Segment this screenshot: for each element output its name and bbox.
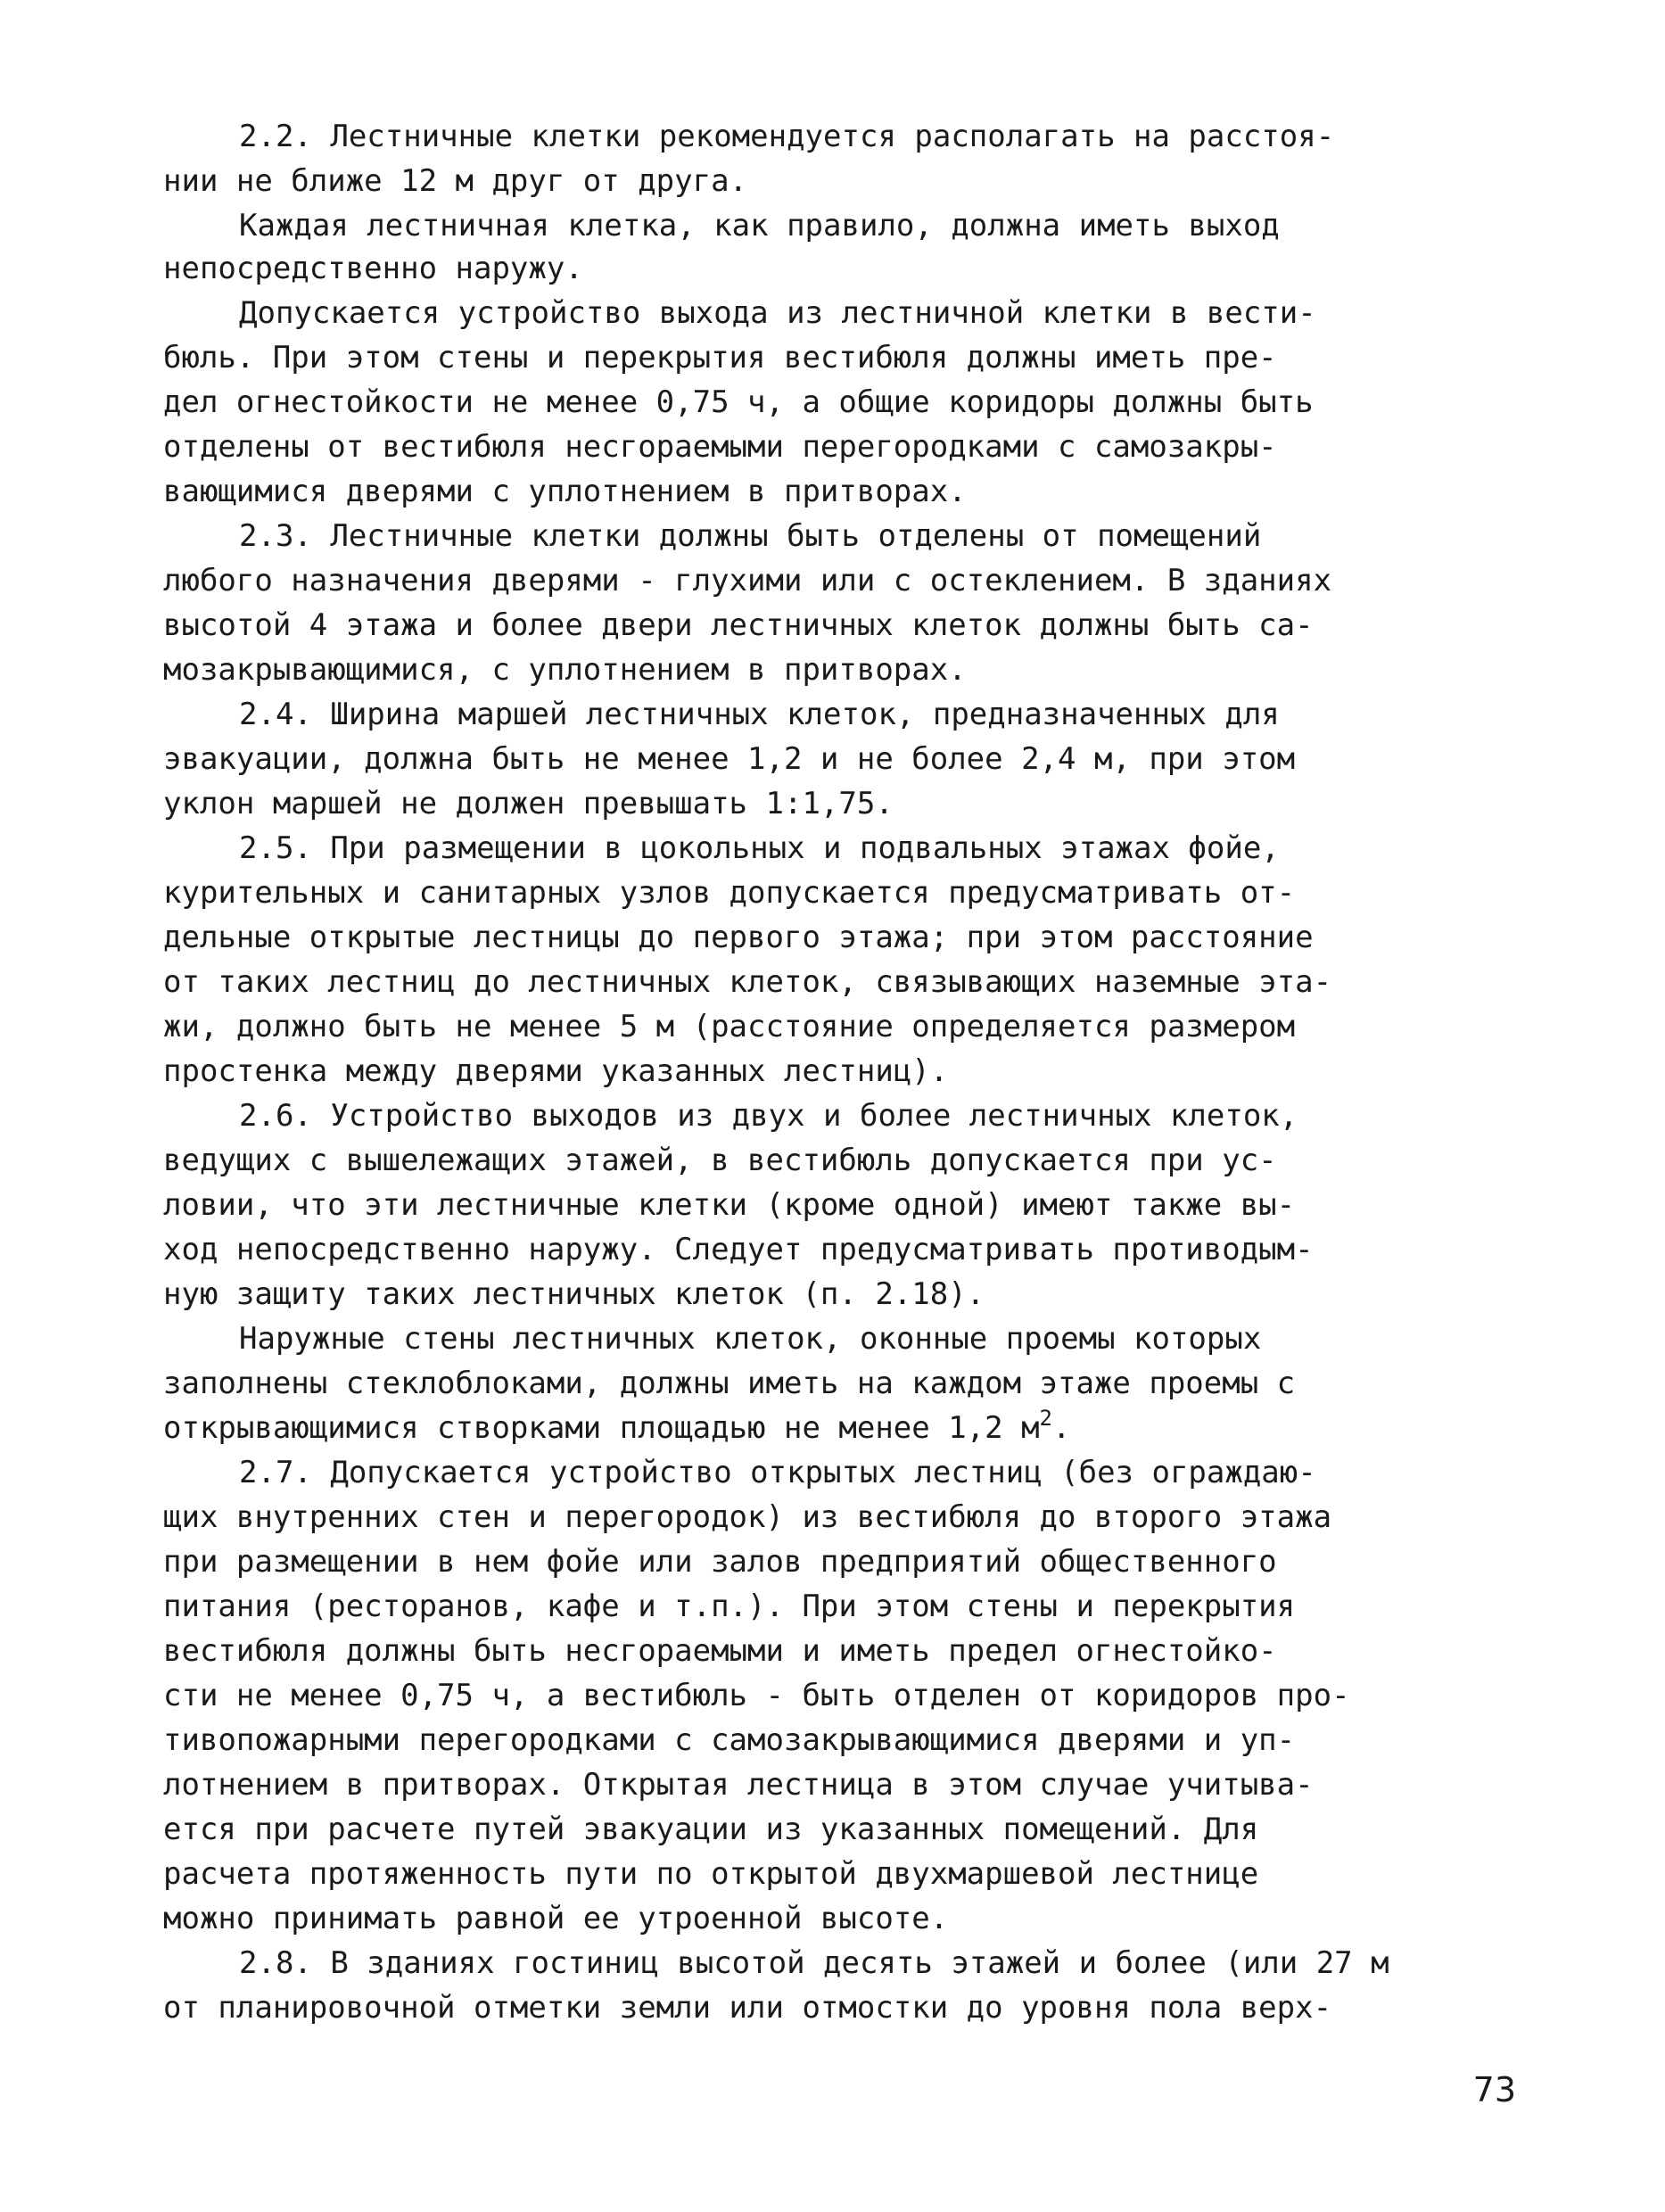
text-line: любого назначения дверями - глухими или с остеклением. В зданиях <box>163 563 1332 598</box>
text-line: от планировочной отметки земли или отмостки до уровня пола верх- <box>163 1990 1332 2026</box>
text-line: ведущих с вышележащих этажей, в вестибюль допускается при ус- <box>163 1143 1277 1178</box>
text-line: дел огнестойкости не менее 0,75 ч, а общие коридоры должны быть <box>163 384 1314 420</box>
text-line: можно принимать равной ее утроенной высоте. <box>163 1901 949 1936</box>
line-end: . <box>1052 1410 1071 1446</box>
text-line: 2.3. Лестничные клетки должны быть отделены от помещений <box>239 518 1262 554</box>
page-number: 73 <box>1472 2070 1516 2109</box>
text-line: отделены от вестибюля несгораемыми перегородками с самозакры- <box>163 429 1277 465</box>
text-line: простенка между дверями указанных лестниц). <box>163 1053 949 1089</box>
text-line: высотой 4 этажа и более двери лестничных клеток должны быть са- <box>163 607 1314 643</box>
text-line: тивопожарными перегородками с самозакрывающимися дверями и уп- <box>163 1722 1296 1758</box>
text-line: жи, должно быть не менее 5 м (расстояние определяется размером <box>163 1009 1296 1044</box>
text-line: 2.5. При размещении в цокольных и подвальных этажах фойе, <box>239 830 1280 866</box>
text-line: ную защиту таких лестничных клеток (п. 2.18). <box>163 1276 985 1312</box>
text-line: нии не ближе 12 м друг от друга. <box>163 163 748 199</box>
text-line: ход непосредственно наружу. Следует предусматривать противодым- <box>163 1232 1314 1267</box>
text-line: расчета протяженность пути по открытой двухмаршевой лестнице <box>163 1856 1259 1892</box>
text-line: курительных и санитарных узлов допускается предусматривать от- <box>163 875 1296 911</box>
text-line: Наружные стены лестничных клеток, оконные проемы которых <box>239 1321 1262 1357</box>
text-line: 2.2. Лестничные клетки рекомендуется располагать на расстоя- <box>239 119 1335 154</box>
text-line: открывающимися створками площадью не менее 1,2 $м^2$. <box>163 1406 1071 1446</box>
text-line: бюль. При этом стены и перекрытия вестибюля должны иметь пре- <box>163 340 1277 376</box>
text-line: Каждая лестничная клетка, как правило, должна иметь выход <box>239 208 1280 243</box>
text-line: ловии, что эти лестничные клетки (кроме одной) имеют также вы- <box>163 1187 1296 1223</box>
text-line: щих внутренних стен и перегородок) из вестибюля до второго этажа <box>163 1499 1332 1535</box>
text-line: ется при расчете путей эвакуации из указанных помещений. Для <box>163 1812 1259 1847</box>
text-line: лотнением в притворах. Открытая лестница в этом случае учитыва- <box>163 1767 1314 1803</box>
text-line: 2.8. В зданиях гостиниц высотой десять этажей и более (или 27 м <box>239 1945 1389 1981</box>
text-line: 2.7. Допускается устройство открытых лестниц (без ограждаю- <box>239 1455 1316 1490</box>
text-line: непосредственно наружу. <box>163 251 583 286</box>
text-line: эвакуации, должна быть не менее 1,2 и не более 2,4 м, при этом <box>163 741 1296 777</box>
text-line: Допускается устройство выхода из лестничной клетки в вести- <box>239 295 1316 331</box>
text-line: заполнены стеклоблоками, должны иметь на каждом этаже проемы с <box>163 1366 1296 1401</box>
text-line: 2.6. Устройство выходов из двух и более лестничных клеток, <box>239 1098 1298 1134</box>
text-line: дельные открытые лестницы до первого этажа; при этом расстояние <box>163 920 1314 955</box>
text-line: при размещении в нем фойе или залов предприятий общественного <box>163 1544 1277 1580</box>
text-line: мозакрывающимися, с уплотнением в притворах. <box>163 652 967 688</box>
text-line: от таких лестниц до лестничных клеток, связывающих наземные эта- <box>163 964 1332 1000</box>
text-line: вестибюля должны быть несгораемыми и иметь предел огнестойко- <box>163 1633 1277 1669</box>
superscript: 2 <box>1039 1406 1052 1431</box>
text-line: сти не менее 0,75 ч, а вестибюль - быть отделен от коридоров про- <box>163 1678 1350 1713</box>
text-line: 2.4. Ширина маршей лестничных клеток, предназначенных для <box>239 697 1280 732</box>
text-line: уклон маршей не должен превышать 1:1,75. <box>163 786 894 821</box>
text-line: вающимися дверями с уплотнением в притворах. <box>163 474 967 509</box>
text-line: питания (ресторанов, кафе и т.п.). При этом стены и перекрытия <box>163 1589 1296 1624</box>
